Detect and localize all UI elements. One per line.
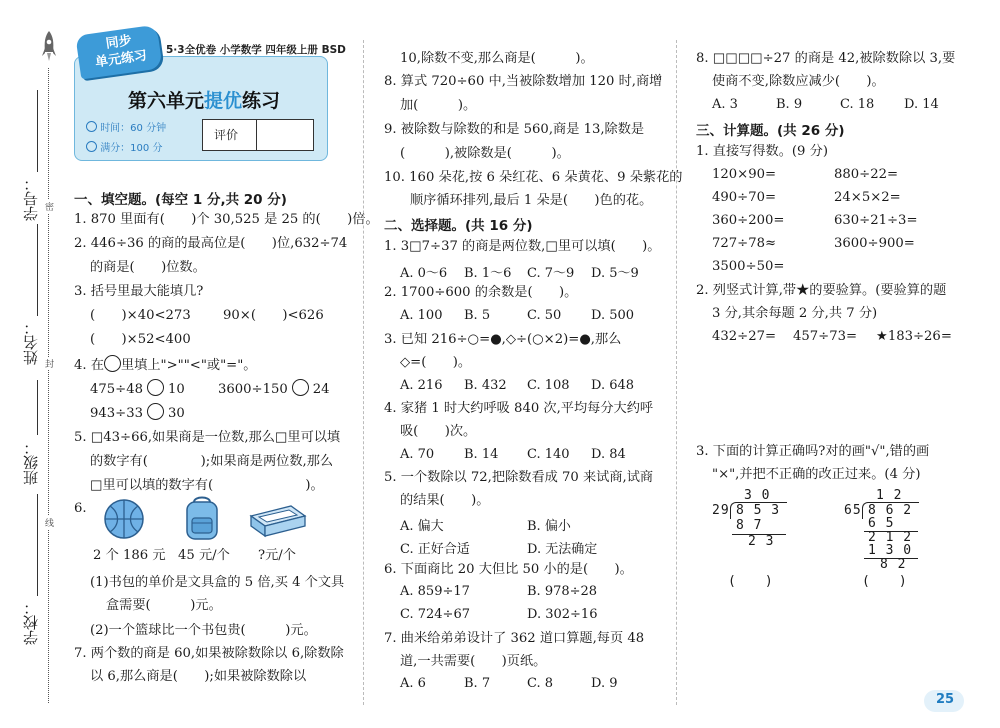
s2-c8a: 8. □□□□÷27 的商是 42,被除数除以 3,要 [696,51,956,66]
s2-c6: 6. 下面商比 20 大但比 50 小的是( )。 [384,562,633,577]
circle-blank[interactable] [147,403,164,420]
s1-q5a: 5. □43÷66,如果商是一位数,那么□里可以填 [74,430,341,445]
section2-title: 二、选择题。(共 16 分) [384,218,533,234]
student-number-line [37,90,38,172]
s1-q6: 6. [74,501,87,516]
c3-opt-d[interactable]: D. 648 [591,378,635,393]
k1-item-5: 360÷200= [712,213,785,228]
c4-opt-b[interactable]: B. 14 [464,447,499,462]
cut-line [48,68,49,703]
c8-opt-c[interactable]: C. 18 [840,97,875,112]
s1-q4-item1: 475÷48 10 [90,379,185,398]
c2-opt-c[interactable]: C. 50 [527,308,562,323]
school-label: 学校： [22,600,40,645]
s2-c4b: 吸( )次。 [400,424,477,439]
class-label: 班级： [22,440,40,485]
s1-q6-1a: (1)书包的单价是文具盒的 5 倍,买 4 个文具 [90,575,345,590]
c6-opt-b[interactable]: B. 978÷28 [527,584,598,599]
circle-blank [104,355,121,372]
s3-k3b: "×",并把不正确的改正过来。(4 分) [712,467,921,482]
s1-q8a: 8. 算式 720÷60 中,当被除数增加 120 时,商增 [384,74,663,89]
k1-item-2: 880÷22= [834,167,899,182]
s3-k2a: 2. 列竖式计算,带★的要验算。(要验算的题 [696,283,947,298]
s1-q2b: 的商是( )位数。 [90,260,206,275]
s2-c3b: ◇=( )。 [400,355,472,370]
div1-dividend: 8 5 3 [736,503,781,518]
page-number: 25 [936,692,955,707]
s1-q7c: 10,除数不变,那么商是( )。 [400,51,594,66]
div1-step1: 8 7 [736,518,763,533]
s2-c2: 2. 1700÷600 的余数是( )。 [384,285,578,300]
c3-opt-b[interactable]: B. 432 [464,378,507,393]
c8-opt-b[interactable]: B. 9 [776,97,803,112]
c3-opt-c[interactable]: C. 108 [527,378,570,393]
c5-opt-c[interactable]: C. 正好合适 [400,542,470,557]
column-divider [363,40,364,705]
c2-opt-b[interactable]: B. 5 [464,308,491,323]
div2-step2: 2 1 2 [868,530,913,545]
k2-item-2: 457÷73= [793,329,858,344]
circle-blank[interactable] [147,379,164,396]
s1-q10a: 10. 160 朵花,按 6 朵红花、6 朵黄花、9 朵紫花的 [384,170,683,185]
c1-opt-b[interactable]: B. 1～6 [464,266,512,281]
s1-q7a: 7. 两个数的商是 60,如果被除数除以 6,除数除 [74,646,344,661]
price-backpack: 45 元/个 [178,548,230,563]
backpack-icon [182,494,222,546]
s1-q4-item3: 943÷33 30 [90,403,185,422]
s1-q3b: 90×( )<626 [223,308,324,323]
c7-opt-d[interactable]: D. 9 [591,676,618,691]
s1-q2a: 2. 446÷36 的商的最高位是( )位,632÷74 [74,236,348,251]
clock-icon [86,121,97,132]
check-icon [86,141,97,152]
c7-opt-c[interactable]: C. 8 [527,676,554,691]
s1-q9a: 9. 被除数与除数的和是 560,商是 13,除数是 [384,122,645,137]
k1-item-3: 490÷70= [712,190,777,205]
c4-opt-c[interactable]: C. 140 [527,447,570,462]
s2-c5b: 的结果( )。 [400,493,490,508]
rocket-icon [41,30,57,64]
s1-q9b: ( ),被除数是( )。 [400,146,570,161]
evaluation-label: 评价 [214,128,239,142]
price-pencil-box: ?元/个 [258,548,296,563]
s1-q5b: 的数字有( );如果商是两位数,那么 [90,454,334,469]
k1-item-6: 630÷21÷3= [834,213,918,228]
div1-rem: 2 3 [748,534,775,549]
c1-opt-d[interactable]: D. 5～9 [591,266,639,281]
div2-answer[interactable]: ( ) [862,574,908,589]
pencil-box-icon [249,502,307,542]
score-info: 满分：100 分 [86,139,162,154]
basketball-icon [102,497,146,545]
s2-c4a: 4. 家猪 1 时大约呼吸 840 次,平均每分大约呼 [384,401,654,416]
c5-opt-b[interactable]: B. 偏小 [527,519,571,534]
cut-mark-3: 线 [45,516,54,529]
div2-quotient: 1 2 [876,488,903,503]
s3-k2b: 3 分,其余每题 2 分,共 7 分) [712,306,878,321]
s1-q5c: □里可以填的数字有( )。 [90,478,324,493]
section3-title: 三、计算题。(共 26 分) [696,123,845,139]
page-title: 第六单元提优练习 [128,90,281,112]
div2-divisor: 65 [844,503,862,518]
c7-opt-a[interactable]: A. 6 [400,676,426,691]
c6-opt-c[interactable]: C. 724÷67 [400,607,470,622]
div2-rem: 8 2 [880,557,907,572]
k1-item-8: 3600÷900= [834,236,915,251]
c5-opt-d[interactable]: D. 无法确定 [527,542,598,557]
c7-opt-b[interactable]: B. 7 [464,676,491,691]
series-label: 5·3全优卷 小学数学 四年级上册 BSD [166,44,346,56]
c1-opt-a[interactable]: A. 0～6 [400,266,448,281]
s1-q10b: 顺序循环排列,最后 1 朵是( )色的花。 [410,193,653,208]
c3-opt-a[interactable]: A. 216 [400,378,443,393]
c2-opt-d[interactable]: D. 500 [591,308,635,323]
c4-opt-d[interactable]: D. 84 [591,447,626,462]
circle-blank[interactable] [292,379,309,396]
s1-q3: 3. 括号里最大能填几? [74,284,204,299]
c1-opt-c[interactable]: C. 7～9 [527,266,575,281]
s1-q4: 4. 在 里填上">""<"或"="。 [74,355,256,374]
c5-opt-a[interactable]: A. 偏大 [400,519,444,534]
s3-k3a: 3. 下面的计算正确吗?对的画"√",错的画 [696,444,930,459]
k1-item-9: 3500÷50= [712,259,785,274]
div2-step1: 6 5 [868,516,895,531]
k2-item-1: 432÷27= [712,329,777,344]
c8-opt-d[interactable]: D. 14 [904,97,939,112]
time-info: 时间：60 分钟 [86,119,166,134]
cut-mark-2: 封 [45,357,54,370]
c8-opt-a[interactable]: A. 3 [712,97,738,112]
div2-step3: 1 3 0 [868,543,913,558]
s2-c8b: 使商不变,除数应减少( )。 [712,74,885,89]
s3-k1: 1. 直接写得数。(9 分) [696,144,828,159]
s1-q1: 1. 870 里面有( )个 30,525 是 25 的( )倍。 [74,212,379,227]
s2-c7a: 7. 曲米给弟弟设计了 362 道口算题,每页 48 [384,631,645,646]
s2-c3a: 3. 已知 216÷○=●,◇÷(○×2)=●,那么 [384,332,622,347]
s2-c7b: 道,一共需要( )页纸。 [400,654,547,669]
div2-dividend: 8 6 2 [868,503,913,518]
price-basketball: 2 个 186 元 [93,548,166,563]
s2-c1: 1. 3□7÷37 的商是两位数,□里可以填( )。 [384,239,661,254]
s1-q7b: 以 6,那么商是( );如果被除数除以 [90,669,307,684]
student-number-label: 学号： [22,176,40,221]
class-line [37,380,38,435]
k1-item-7: 727÷78≈ [712,236,777,251]
c6-opt-d[interactable]: D. 302÷16 [527,607,598,622]
school-line [37,494,38,596]
c4-opt-a[interactable]: A. 70 [400,447,435,462]
name-label: 姓名： [22,320,40,365]
k2-item-3: ★183÷26= [876,329,952,344]
div1-quotient: 3 0 [744,488,771,503]
c6-opt-a[interactable]: A. 859÷17 [400,584,470,599]
s2-c5a: 5. 一个数除以 72,把除数看成 70 来试商,试商 [384,470,654,485]
s1-q8b: 加( )。 [400,98,477,113]
s1-q3a: ( )×40<273 [90,308,191,323]
badge-text-1: 同步 单元练习 [94,33,148,71]
name-line [37,224,38,316]
c2-opt-a[interactable]: A. 100 [400,308,443,323]
s1-q6-1b: 盒需要( )元。 [106,598,222,613]
column-divider [676,40,677,705]
k1-item-4: 24×5×2= [834,190,901,205]
div1-divisor: 29 [712,503,730,518]
division-1 [700,488,810,589]
evaluation-divider [256,119,257,151]
div1-answer[interactable]: ( ) [728,574,774,589]
s1-q3c: ( )×52<400 [90,332,191,347]
section1-title: 一、填空题。(每空 1 分,共 20 分) [74,192,287,208]
cut-mark-1: 密 [45,200,54,213]
k1-item-1: 120×90= [712,167,777,182]
s1-q6-2: (2)一个篮球比一个书包贵( )元。 [90,623,317,638]
division-2 [832,488,942,588]
s1-q4-item2: 3600÷150 24 [218,379,330,398]
